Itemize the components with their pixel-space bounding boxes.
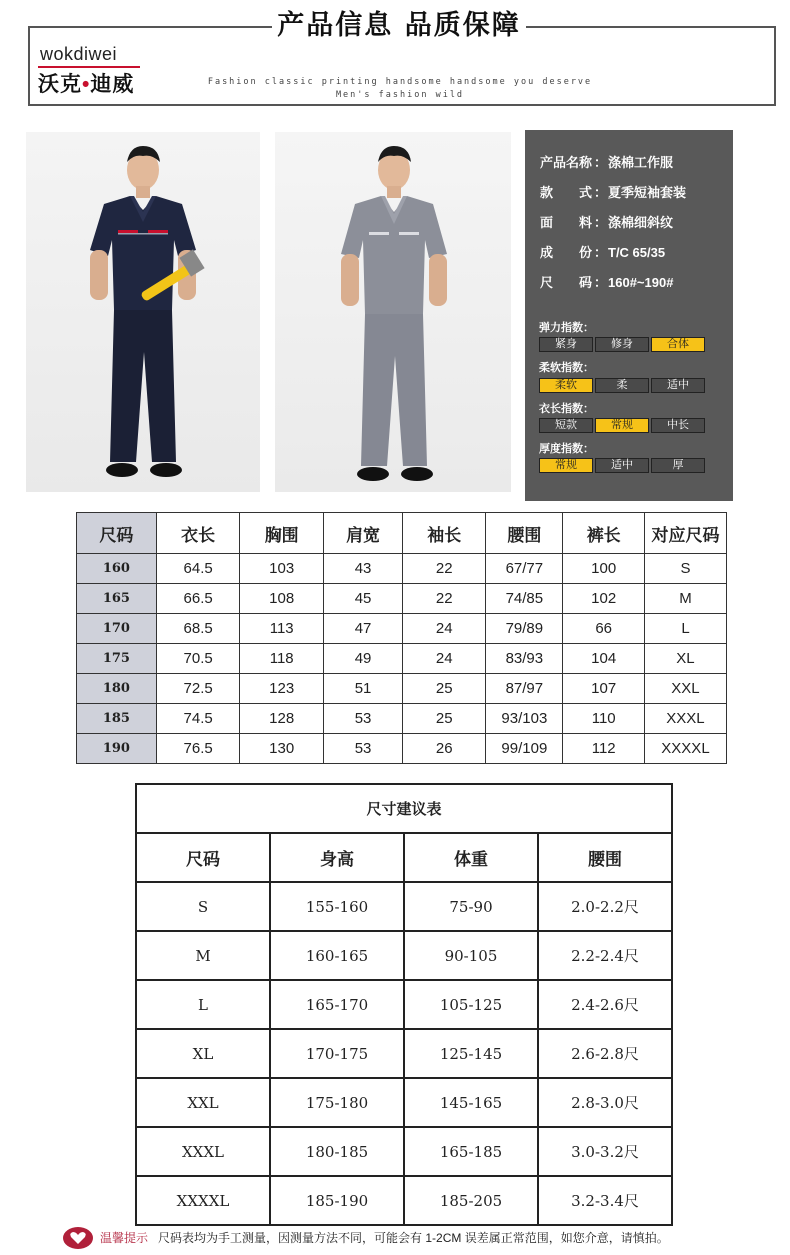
brand-logo-cn: 沃克•迪威: [38, 73, 135, 96]
table-cell: 72.5: [156, 674, 240, 704]
size-recommendation-table: [135, 783, 673, 1226]
table-cell: 102: [563, 584, 645, 614]
table-cell: S: [136, 882, 270, 931]
table-cell: XXXXL: [644, 734, 726, 764]
table-row: [77, 614, 727, 644]
measurement-note: 尺码表均为手工测量，因测量方法不同，可能会有 1-2CM 误差属正常范围，如您介意，请慎拍。: [158, 1230, 669, 1245]
table-cell: 79/89: [486, 614, 563, 644]
spec-name: 产品名称 ：涤棉工作服: [540, 155, 674, 170]
table-cell: 53: [323, 704, 402, 734]
table-cell: 165-185: [404, 1127, 538, 1176]
column-header: 胸围: [240, 513, 323, 554]
tip-label: 温馨提示: [100, 1230, 149, 1245]
table-title: 尺寸建议表: [136, 784, 672, 833]
table-row: [77, 554, 727, 584]
table-row: [136, 980, 672, 1029]
table-cell: 185-190: [270, 1176, 404, 1225]
table-cell: 26: [403, 734, 486, 764]
footer-notice: [62, 1222, 762, 1252]
table-cell: 165-170: [270, 980, 404, 1029]
table-cell: 87/97: [486, 674, 563, 704]
index-option: 厚: [651, 458, 705, 473]
index-option: 柔: [595, 378, 649, 393]
table-cell: XL: [644, 644, 726, 674]
table-cell: 2.4-2.6尺: [538, 980, 672, 1029]
table-cell: 108: [240, 584, 323, 614]
table-cell: 100: [563, 554, 645, 584]
table-cell: 3.0-3.2尺: [538, 1127, 672, 1176]
column-header: 裤长: [563, 513, 645, 554]
table-cell: 25: [403, 704, 486, 734]
column-header: 袖长: [403, 513, 486, 554]
table-cell: 25: [403, 674, 486, 704]
index-option: 修身: [595, 337, 649, 352]
index-row-softness: [539, 378, 705, 393]
table-cell: 123: [240, 674, 323, 704]
table-cell: 185-205: [404, 1176, 538, 1225]
tagline-secondary: Men's fashion wild: [335, 90, 465, 100]
column-header: 身高: [270, 833, 404, 882]
index-option: 适中: [651, 378, 705, 393]
table-cell: 155-160: [270, 882, 404, 931]
table-cell: XXXXL: [136, 1176, 270, 1225]
table-cell: 170-175: [270, 1029, 404, 1078]
product-info-panel: [525, 130, 733, 501]
table-cell: 113: [240, 614, 323, 644]
table-cell: 107: [563, 674, 645, 704]
spec-fabric: 面 料 ：涤棉细斜纹: [540, 215, 674, 230]
index-row-length: [539, 418, 705, 433]
table-row: [136, 882, 672, 931]
table-cell: 66.5: [156, 584, 240, 614]
table-cell: M: [644, 584, 726, 614]
size-cell: 190: [77, 734, 157, 764]
column-header: 腰围: [538, 833, 672, 882]
product-photo-grey: [275, 132, 511, 492]
column-header: 对应尺码: [644, 513, 726, 554]
table-row: [136, 1127, 672, 1176]
table-cell: 22: [403, 584, 486, 614]
table-cell: 74/85: [486, 584, 563, 614]
table-cell: M: [136, 931, 270, 980]
table-cell: 68.5: [156, 614, 240, 644]
table-cell: 51: [323, 674, 402, 704]
column-header: 肩宽: [323, 513, 402, 554]
table-cell: 99/109: [486, 734, 563, 764]
table-cell: 118: [240, 644, 323, 674]
table-row: [77, 704, 727, 734]
table-row: [136, 1029, 672, 1078]
table-cell: 43: [323, 554, 402, 584]
table-cell: 22: [403, 554, 486, 584]
table-cell: 24: [403, 614, 486, 644]
table-cell: 105-125: [404, 980, 538, 1029]
column-header: 腰围: [486, 513, 563, 554]
recommendation-header-row: [136, 833, 672, 882]
index-option: 常规: [595, 418, 649, 433]
table-cell: L: [644, 614, 726, 644]
table-cell: 24: [403, 644, 486, 674]
table-row: [77, 584, 727, 614]
table-cell: 175-180: [270, 1078, 404, 1127]
table-cell: 64.5: [156, 554, 240, 584]
table-cell: 103: [240, 554, 323, 584]
table-row: [136, 1176, 672, 1225]
index-option: 短款: [539, 418, 593, 433]
index-option: 适中: [595, 458, 649, 473]
brand-logo-en: wokdiwei: [40, 44, 118, 64]
table-cell: 2.6-2.8尺: [538, 1029, 672, 1078]
index-option: 合体: [651, 337, 705, 352]
table-cell: 130: [240, 734, 323, 764]
column-header: 尺码: [77, 513, 157, 554]
index-row-thickness: [539, 458, 705, 473]
table-cell: 75-90: [404, 882, 538, 931]
table-cell: 70.5: [156, 644, 240, 674]
table-cell: 2.2-2.4尺: [538, 931, 672, 980]
tagline-primary: Fashion classic printing handsome handsome you deserve: [207, 77, 593, 87]
table-row: [136, 1078, 672, 1127]
spec-size-range: 尺 码 ：160#~190#: [540, 275, 674, 290]
heart-icon: [62, 1224, 94, 1250]
table-row: [77, 674, 727, 704]
table-cell: 76.5: [156, 734, 240, 764]
index-label-length: 衣长指数：: [539, 403, 594, 415]
index-option: 中长: [651, 418, 705, 433]
size-cell: 175: [77, 644, 157, 674]
table-cell: 112: [563, 734, 645, 764]
size-cell: 165: [77, 584, 157, 614]
table-cell: XL: [136, 1029, 270, 1078]
table-cell: XXL: [644, 674, 726, 704]
column-header: 体重: [404, 833, 538, 882]
index-label-elasticity: 弹力指数：: [539, 322, 594, 334]
spec-style: 款 式 ：夏季短袖套装: [540, 185, 687, 200]
table-cell: L: [136, 980, 270, 1029]
table-cell: XXL: [136, 1078, 270, 1127]
table-cell: 83/93: [486, 644, 563, 674]
index-option: 柔软: [539, 378, 593, 393]
size-cell: 185: [77, 704, 157, 734]
size-cell: 180: [77, 674, 157, 704]
table-cell: S: [644, 554, 726, 584]
table-cell: 67/77: [486, 554, 563, 584]
table-cell: 128: [240, 704, 323, 734]
index-option: 紧身: [539, 337, 593, 352]
table-cell: 49: [323, 644, 402, 674]
index-label-softness: 柔软指数：: [539, 362, 594, 374]
column-header: 尺码: [136, 833, 270, 882]
table-cell: 104: [563, 644, 645, 674]
table-cell: 180-185: [270, 1127, 404, 1176]
table-cell: XXXL: [136, 1127, 270, 1176]
size-chart-header-row: [77, 513, 727, 554]
table-cell: 47: [323, 614, 402, 644]
table-row: [77, 644, 727, 674]
size-cell: 160: [77, 554, 157, 584]
table-row: [136, 931, 672, 980]
table-cell: XXXL: [644, 704, 726, 734]
table-cell: 125-145: [404, 1029, 538, 1078]
index-option: 常规: [539, 458, 593, 473]
table-cell: 45: [323, 584, 402, 614]
table-cell: 145-165: [404, 1078, 538, 1127]
product-photo-navy: [26, 132, 260, 492]
index-label-thickness: 厚度指数：: [539, 443, 594, 455]
page-title: 产品信息 品质保障: [272, 8, 526, 44]
index-row-elasticity: [539, 337, 705, 352]
table-cell: 66: [563, 614, 645, 644]
table-cell: 2.8-3.0尺: [538, 1078, 672, 1127]
spec-composition: 成 份 ：T/C 65/35: [540, 245, 666, 260]
table-cell: 2.0-2.2尺: [538, 882, 672, 931]
table-cell: 160-165: [270, 931, 404, 980]
table-cell: 93/103: [486, 704, 563, 734]
table-cell: 110: [563, 704, 645, 734]
size-cell: 170: [77, 614, 157, 644]
table-cell: 3.2-3.4尺: [538, 1176, 672, 1225]
column-header: 衣长: [156, 513, 240, 554]
table-cell: 74.5: [156, 704, 240, 734]
table-row: [77, 734, 727, 764]
table-cell: 90-105: [404, 931, 538, 980]
table-cell: 53: [323, 734, 402, 764]
size-chart-table: [76, 512, 727, 764]
